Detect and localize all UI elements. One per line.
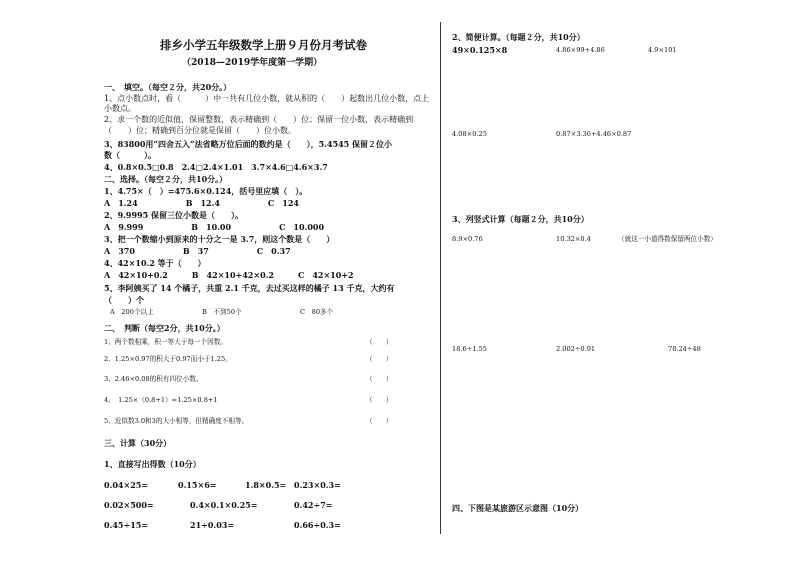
section-judge-heading: 二、 判断（每空2分，共10分。） <box>104 323 225 333</box>
choice-line: （ ）个 <box>104 295 144 305</box>
judge-item: 5、近似数3.0和3的大小相等，但精确度不相等。 <box>104 417 249 425</box>
calc-item: 0.4×0.1×0.25= <box>190 500 258 510</box>
simplify-item: 4.86×99+4.86 <box>556 46 605 54</box>
map-question-heading: 四、下图是某旅游区示意图（10分） <box>452 503 584 513</box>
choice-line: 2、9.9995 保留三位小数是（ ）。 <box>104 210 243 220</box>
choice-option-b: B 不到50个 <box>202 308 242 316</box>
choice-line: A 9.999 B 10.00 C 10.000 <box>104 222 325 232</box>
judge-item: 3、2.46×0.08的积有四位小数。 <box>104 375 203 383</box>
choice-option-a: A 200个以上 <box>110 308 154 316</box>
judge-item: 2、1.25×0.97的积大于0.97而小于1.25。 <box>104 355 232 363</box>
vertical-note: （就这一小道得数保留两位小数） <box>618 235 717 243</box>
calc-item: 0.04×25= <box>104 480 149 490</box>
choice-option-c: C 80多个 <box>300 308 334 316</box>
simplify-heading: 2、简便计算。（每题２分，共10分） <box>452 32 585 42</box>
judge-bracket: （ ） <box>366 417 393 425</box>
judge-bracket: （ ） <box>366 375 393 383</box>
vertical-item: 78.24÷48 <box>668 345 701 353</box>
judge-item: 1、两个数相乘，积一等大于每一个因数。 <box>104 338 227 346</box>
simplify-item: 4.08×0.25 <box>452 130 487 138</box>
fill-line: 数（ ）。 <box>104 150 156 160</box>
vertical-item: 18.6÷1.55 <box>452 345 487 353</box>
choice-line: A 1.24 B 12.4 C 124 <box>104 198 300 208</box>
section-choice-heading: 二、选择。（每空２分，共10分。） <box>104 174 228 184</box>
judge-bracket: （ ） <box>366 396 393 404</box>
calc-item: 0.15×6= <box>178 480 217 490</box>
judge-bracket: （ ） <box>366 338 393 346</box>
section-fill-heading: 一、 填空。（每空２分，共20分。） <box>104 82 232 92</box>
fill-line: 2、求一个数的近似值，保留整数，表示精确到（ ）位；保留一位小数，表示精确到 <box>104 115 414 124</box>
column-divider <box>440 22 441 534</box>
fill-line: （ ）位；精确到百分位就是保留（ ）位小数。 <box>104 126 296 135</box>
choice-line: 5、李阿姨买了 14 个橘子，共重 2.1 千克，去过买这样的橘子 13 千克，大约有 <box>104 283 395 293</box>
vertical-item: 2.002÷0.91 <box>556 345 596 353</box>
page-subtitle: （2018—2019学年度第一学期） <box>182 58 323 68</box>
calc-item: 1.8×0.5= <box>245 480 287 490</box>
page-title: 排乡小学五年级数学上册９月份月考试卷 <box>160 38 367 52</box>
choice-line: 3、把一个数缩小到原来的十分之一是 3.7，则这个数是（ ） <box>104 234 335 244</box>
fill-line: 小数点。 <box>104 104 136 113</box>
fill-line: 1、点小数点时，看（ ）中一共有几位小数，就从积的（ ）起数出几位小数，点上 <box>104 94 430 103</box>
calc-item: 21÷0.03= <box>190 520 235 530</box>
judge-bracket: （ ） <box>366 355 393 363</box>
vertical-item: 8.9×0.76 <box>452 235 483 243</box>
calc-item: 0.02×500= <box>104 500 154 510</box>
vertical-item: 10.32×0.4 <box>556 235 591 243</box>
choice-line: A 370 B 37 C 0.37 <box>104 246 291 256</box>
calc-item: 0.66÷0.3= <box>294 520 341 530</box>
choice-line: A 42×10+0.2 B 42×10+42×0.2 C 42×10+2 <box>104 270 354 280</box>
simplify-item: 49×0.125×8 <box>452 45 508 55</box>
calc-item: 0.42÷7= <box>294 500 333 510</box>
fill-line: 3、83800用“四舍五入”法省略万位后面的数约是（ ），5.4545 保留２位小 <box>104 139 393 149</box>
simplify-item: 4.9×101 <box>648 46 677 54</box>
calc-item: 0.45÷15= <box>104 520 149 530</box>
vertical-heading: 3、列竖式计算（每题２分，共10分） <box>452 214 589 224</box>
simplify-item: 0.87×3.36+4.46×0.87 <box>556 130 632 138</box>
calc-item: 0.23×0.3= <box>294 480 341 490</box>
judge-item: 4、 1.25×（0.8+1）=1.25×0.8+1 <box>104 396 218 404</box>
choice-line: 1、4.75×（ ）=475.6×0.124，括号里应填（ ）。 <box>104 186 308 196</box>
section-calc-heading: 三、计算（30分） <box>104 438 172 448</box>
choice-line: 4、42×10.2 等于（ ） <box>104 258 206 268</box>
fill-line: 4、0.8×0.5□0.8 2.4□2.4×1.01 3.7×4.6□4.6×3.7 <box>104 162 328 172</box>
calc-sub-heading: 1、直接写出得数（10分） <box>104 459 201 469</box>
